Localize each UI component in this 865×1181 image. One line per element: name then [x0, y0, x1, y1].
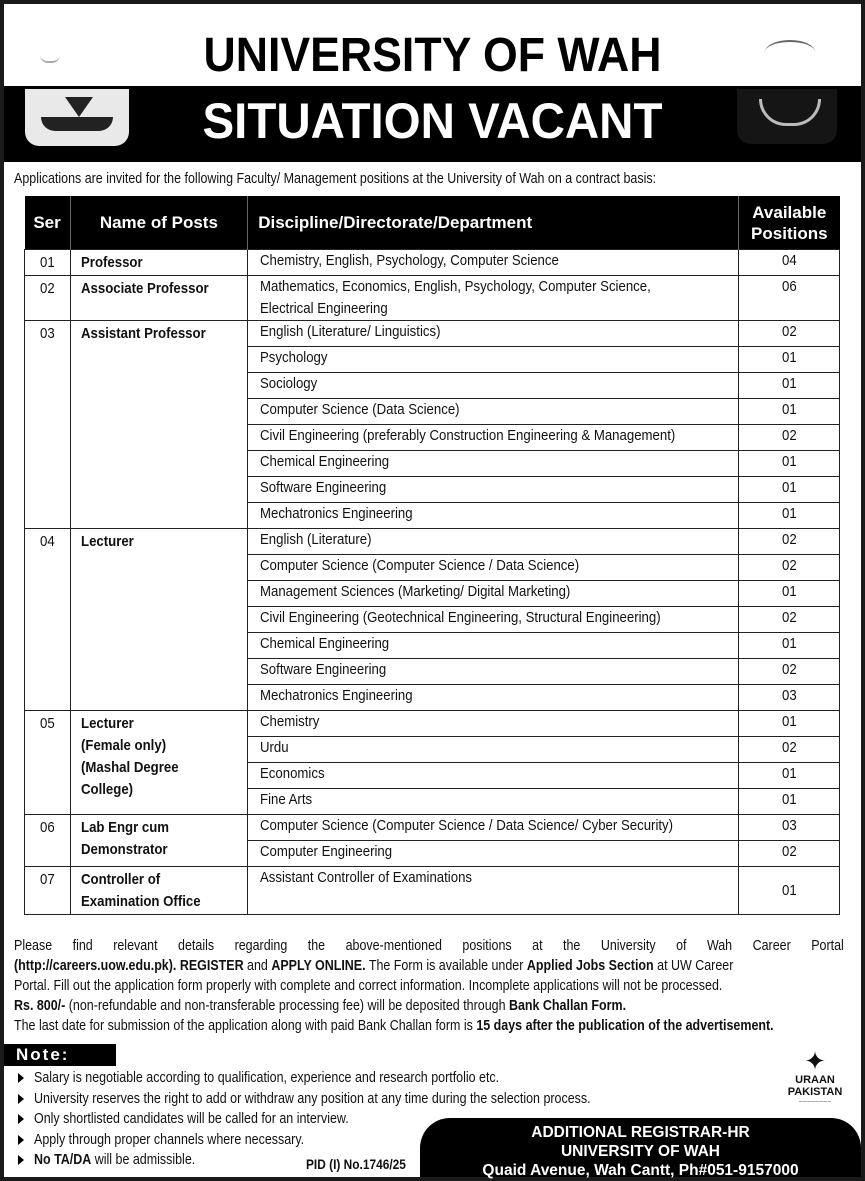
ser-cell [25, 529, 71, 711]
address-block [420, 1118, 861, 1177]
details-word: details [178, 938, 215, 954]
cell-text: Software Engineering [260, 661, 387, 678]
table-row [25, 321, 840, 347]
cell-text: 01 [781, 479, 797, 496]
cell-text: Computer Science (Computer Science / Data Science/ Cyber Security) [260, 817, 674, 834]
table-row [25, 711, 840, 737]
bird-icon: ✦ [804, 1046, 826, 1076]
positions-cell [739, 659, 840, 685]
cell-text: Lab Engr cum [80, 819, 169, 836]
discipline-cell [248, 633, 739, 659]
cell-text: Electrical Engineering [260, 300, 388, 317]
details-word: relevant [113, 938, 158, 954]
cell-text: 03 [781, 687, 797, 704]
cell-text: 04 [39, 533, 55, 550]
cell-text: Psychology [260, 349, 328, 366]
bullet-arrow-icon [18, 1073, 24, 1083]
positions-cell [739, 555, 840, 581]
details-line-3: Portal. Fill out the application form properly with complete and correct information. Incomplete applications will not be processed. [14, 978, 723, 994]
header-discipline [248, 196, 739, 250]
cell-text: 01 [39, 254, 55, 271]
table-row [25, 276, 840, 321]
discipline-cell [248, 737, 739, 763]
discipline-cell [248, 867, 739, 915]
cell-text: Only shortlisted candidates will be called for an interview. [34, 1111, 349, 1127]
cell-text: Salary is negotiable according to qualification, experience and research portfolio etc. [34, 1070, 500, 1086]
discipline-cell [248, 789, 739, 815]
discipline-cell [248, 815, 739, 841]
cell-text: 02 [781, 739, 797, 756]
uraan-tagline-script: ~~~~~~~~ [798, 1099, 832, 1106]
cell-text: 06 [781, 278, 797, 295]
details-line-1 [14, 936, 844, 956]
ser-cell [25, 250, 71, 276]
cell-text: Chemical Engineering [260, 453, 390, 470]
cell-text: Economics [260, 765, 325, 782]
cell-text: will be admissible. [94, 1152, 196, 1168]
cell-text: 01 [781, 765, 797, 782]
cell-text: Chemistry, English, Psychology, Computer Science [260, 252, 560, 269]
positions-cell [739, 789, 840, 815]
positions-cell [739, 841, 840, 867]
ser-cell [25, 276, 71, 321]
ser-cell [25, 711, 71, 815]
positions-cell [739, 685, 840, 711]
positions-cell [739, 321, 840, 347]
discipline-cell [248, 529, 739, 555]
cell-text: Mathematics, Economics, English, Psychology, Computer Science, [260, 278, 651, 295]
ser-cell [25, 815, 71, 867]
cell-text: English (Literature) [260, 531, 372, 548]
positions-cell [739, 763, 840, 789]
cell-text: Examination Office [80, 893, 201, 910]
cell-text: 02 [781, 427, 797, 444]
cell-text: 02 [781, 609, 797, 626]
cell-text: Sociology [260, 375, 318, 392]
cell-text: No TA/DA [34, 1152, 92, 1168]
cell-text: 01 [781, 349, 797, 366]
details-word: the [563, 938, 581, 954]
details-paragraph [14, 936, 844, 1036]
positions-cell [739, 399, 840, 425]
positions-cell [739, 529, 840, 555]
cell-text: (Mashal Degree [80, 759, 179, 776]
positions-cell [739, 581, 840, 607]
cell-text: 01 [781, 375, 797, 392]
table-row [25, 250, 840, 276]
bullet-arrow-icon [18, 1114, 24, 1124]
cell-text: Computer Science (Data Science) [260, 401, 460, 418]
cell-text: Discipline/Directorate/Department [258, 212, 533, 232]
cell-text: University reserves the right to add or withdraw any position at any time during the selection process. [34, 1090, 591, 1107]
cell-text: Chemical Engineering [260, 635, 390, 652]
discipline-cell [248, 581, 739, 607]
cell-text: Demonstrator [80, 841, 168, 858]
positions-table [24, 196, 840, 915]
cell-text: Available [752, 202, 827, 222]
cell-text: 06 [39, 819, 55, 836]
cell-text: 07 [39, 871, 55, 888]
bullet-arrow-icon [18, 1135, 24, 1145]
positions-cell [739, 451, 840, 477]
header-ser [25, 196, 71, 250]
discipline-cell [248, 711, 739, 737]
discipline-cell [248, 399, 739, 425]
post-cell [70, 276, 248, 321]
post-cell [70, 815, 248, 867]
cell-text [34, 1150, 195, 1171]
discipline-cell [248, 503, 739, 529]
positions-cell [739, 347, 840, 373]
table-row [25, 815, 840, 841]
details-word: find [72, 938, 93, 954]
post-cell [70, 250, 248, 276]
discipline-cell [248, 685, 739, 711]
uraan-pakistan-logo: ✦ URAAN PAKISTAN ~~~~~~~~ [775, 1048, 855, 1107]
cell-text: College) [80, 781, 133, 798]
positions-cell [739, 867, 840, 915]
cell-text: Controller of [80, 871, 160, 888]
intro-text: Applications are invited for the following Faculty/ Management positions at the University of Wah on a contract basis: [14, 171, 657, 187]
discipline-cell [248, 607, 739, 633]
details-word: Please [14, 938, 53, 954]
note-item [18, 1068, 681, 1089]
details-word: the [307, 938, 326, 954]
cell-text: 01 [781, 791, 797, 808]
cell-text: (Female only) [80, 737, 166, 754]
details-word: of [676, 938, 687, 954]
positions-cell [739, 633, 840, 659]
discipline-cell [248, 276, 739, 321]
details-line-5: The last date for submission of the application along with paid Bank Challan form is 15 days after the publication of the advertisement. [14, 1018, 774, 1034]
positions-cell [739, 373, 840, 399]
positions-cell [739, 737, 840, 763]
discipline-cell [248, 555, 739, 581]
cell-text: English (Literature/ Linguistics) [260, 323, 441, 340]
details-word: Wah [706, 938, 733, 954]
table-row [25, 529, 840, 555]
details-word: at [532, 938, 543, 954]
discipline-cell [248, 373, 739, 399]
cell-text: 02 [781, 323, 797, 340]
career-portal-link[interactable]: (http://careers.uow.edu.pk). [14, 958, 177, 974]
table-row [25, 867, 840, 915]
cell-text: 01 [781, 505, 797, 522]
cell-text: 02 [781, 843, 797, 860]
header-positions [739, 196, 840, 250]
details-word: regarding [234, 938, 288, 954]
note-label: Note: [4, 1044, 116, 1066]
cell-text: Civil Engineering (Geotechnical Engineering, Structural Engineering) [260, 609, 661, 626]
post-cell [70, 529, 248, 711]
discipline-cell [248, 250, 739, 276]
cell-text: 02 [781, 531, 797, 548]
discipline-cell [248, 321, 739, 347]
discipline-cell [248, 659, 739, 685]
discipline-cell [248, 841, 739, 867]
cell-text: Civil Engineering (preferably Construction Engineering & Management) [260, 427, 676, 444]
ser-cell [25, 321, 71, 529]
ser-cell [25, 867, 71, 915]
details-line-4: Rs. 800/- (non-refundable and non-transferable processing fee) will be deposited through Bank Challan Form. [14, 998, 627, 1014]
cell-text: 05 [39, 715, 55, 732]
positions-cell [739, 815, 840, 841]
details-word: University [600, 938, 656, 954]
details-line-2: (http://careers.uow.edu.pk). REGISTER and APPLY ONLINE. The Form is available under Applied Jobs Section at UW Career [14, 958, 734, 974]
header-post [70, 196, 248, 250]
positions-cell [739, 425, 840, 451]
cell-text: Name of Posts [99, 212, 218, 232]
cell-text: Urdu [260, 739, 289, 756]
address-line-2: UNIVERSITY OF WAH [560, 1143, 721, 1160]
cell-text: Lecturer [80, 533, 134, 550]
cell-text: Apply through proper channels where necessary. [34, 1131, 305, 1148]
positions-cell [739, 276, 840, 321]
bullet-arrow-icon [18, 1155, 24, 1165]
discipline-cell [248, 477, 739, 503]
cell-text: Mechatronics Engineering [260, 687, 413, 704]
bullet-arrow-icon [18, 1094, 24, 1104]
address-line-3: Quaid Avenue, Wah Cantt, Ph#051-9157000 [482, 1162, 799, 1179]
details-word: Portal [811, 938, 844, 954]
discipline-cell [248, 425, 739, 451]
cell-text: Mechatronics Engineering [260, 505, 413, 522]
university-title: UNIVERSITY OF WAH [203, 29, 662, 82]
cell-text: Computer Science (Computer Science / Data Science) [260, 557, 580, 574]
positions-cell [739, 477, 840, 503]
cell-text: Computer Engineering [260, 843, 393, 860]
situation-vacant-title: SITUATION VACANT [202, 93, 663, 149]
post-cell [70, 711, 248, 815]
cell-text: 01 [781, 713, 797, 730]
post-cell [70, 867, 248, 915]
note-item [18, 1089, 681, 1110]
cell-text: Management Sciences (Marketing/ Digital Marketing) [260, 583, 571, 600]
cell-text: Assistant Professor [80, 325, 206, 342]
cell-text: 01 [781, 583, 797, 600]
details-word: above-mentioned [345, 938, 442, 954]
pid-number: PID (I) No.1746/25 [306, 1156, 406, 1172]
discipline-cell [248, 347, 739, 373]
cell-text: Lecturer [80, 715, 134, 732]
discipline-cell [248, 451, 739, 477]
details-word: positions [462, 938, 512, 954]
discipline-cell [248, 763, 739, 789]
cell-text: Fine Arts [260, 791, 313, 808]
cell-text: 02 [39, 280, 55, 297]
positions-cell [739, 250, 840, 276]
cell-text: 03 [781, 817, 797, 834]
cell-text: Chemistry [260, 713, 320, 730]
positions-cell [739, 607, 840, 633]
cell-text: Software Engineering [260, 479, 387, 496]
post-cell [70, 321, 248, 529]
cell-text: 01 [781, 635, 797, 652]
details-word: Career [752, 938, 791, 954]
cell-text: Professor [80, 254, 143, 271]
cell-text: 01 [781, 401, 797, 418]
cell-text: Positions [751, 223, 828, 243]
cell-text: Assistant Controller of Examinations [260, 869, 473, 886]
cell-text: Associate Professor [80, 280, 209, 297]
cell-text: 03 [39, 325, 55, 342]
cell-text: 04 [781, 252, 797, 269]
positions-cell [739, 711, 840, 737]
cell-text: 02 [781, 557, 797, 574]
address-line-1: ADDITIONAL REGISTRAR-HR [531, 1124, 750, 1141]
cell-text: 02 [781, 661, 797, 678]
cell-text: 01 [781, 453, 797, 470]
cell-text: Ser [33, 212, 61, 232]
positions-cell [739, 503, 840, 529]
cell-text: 01 [781, 881, 797, 899]
